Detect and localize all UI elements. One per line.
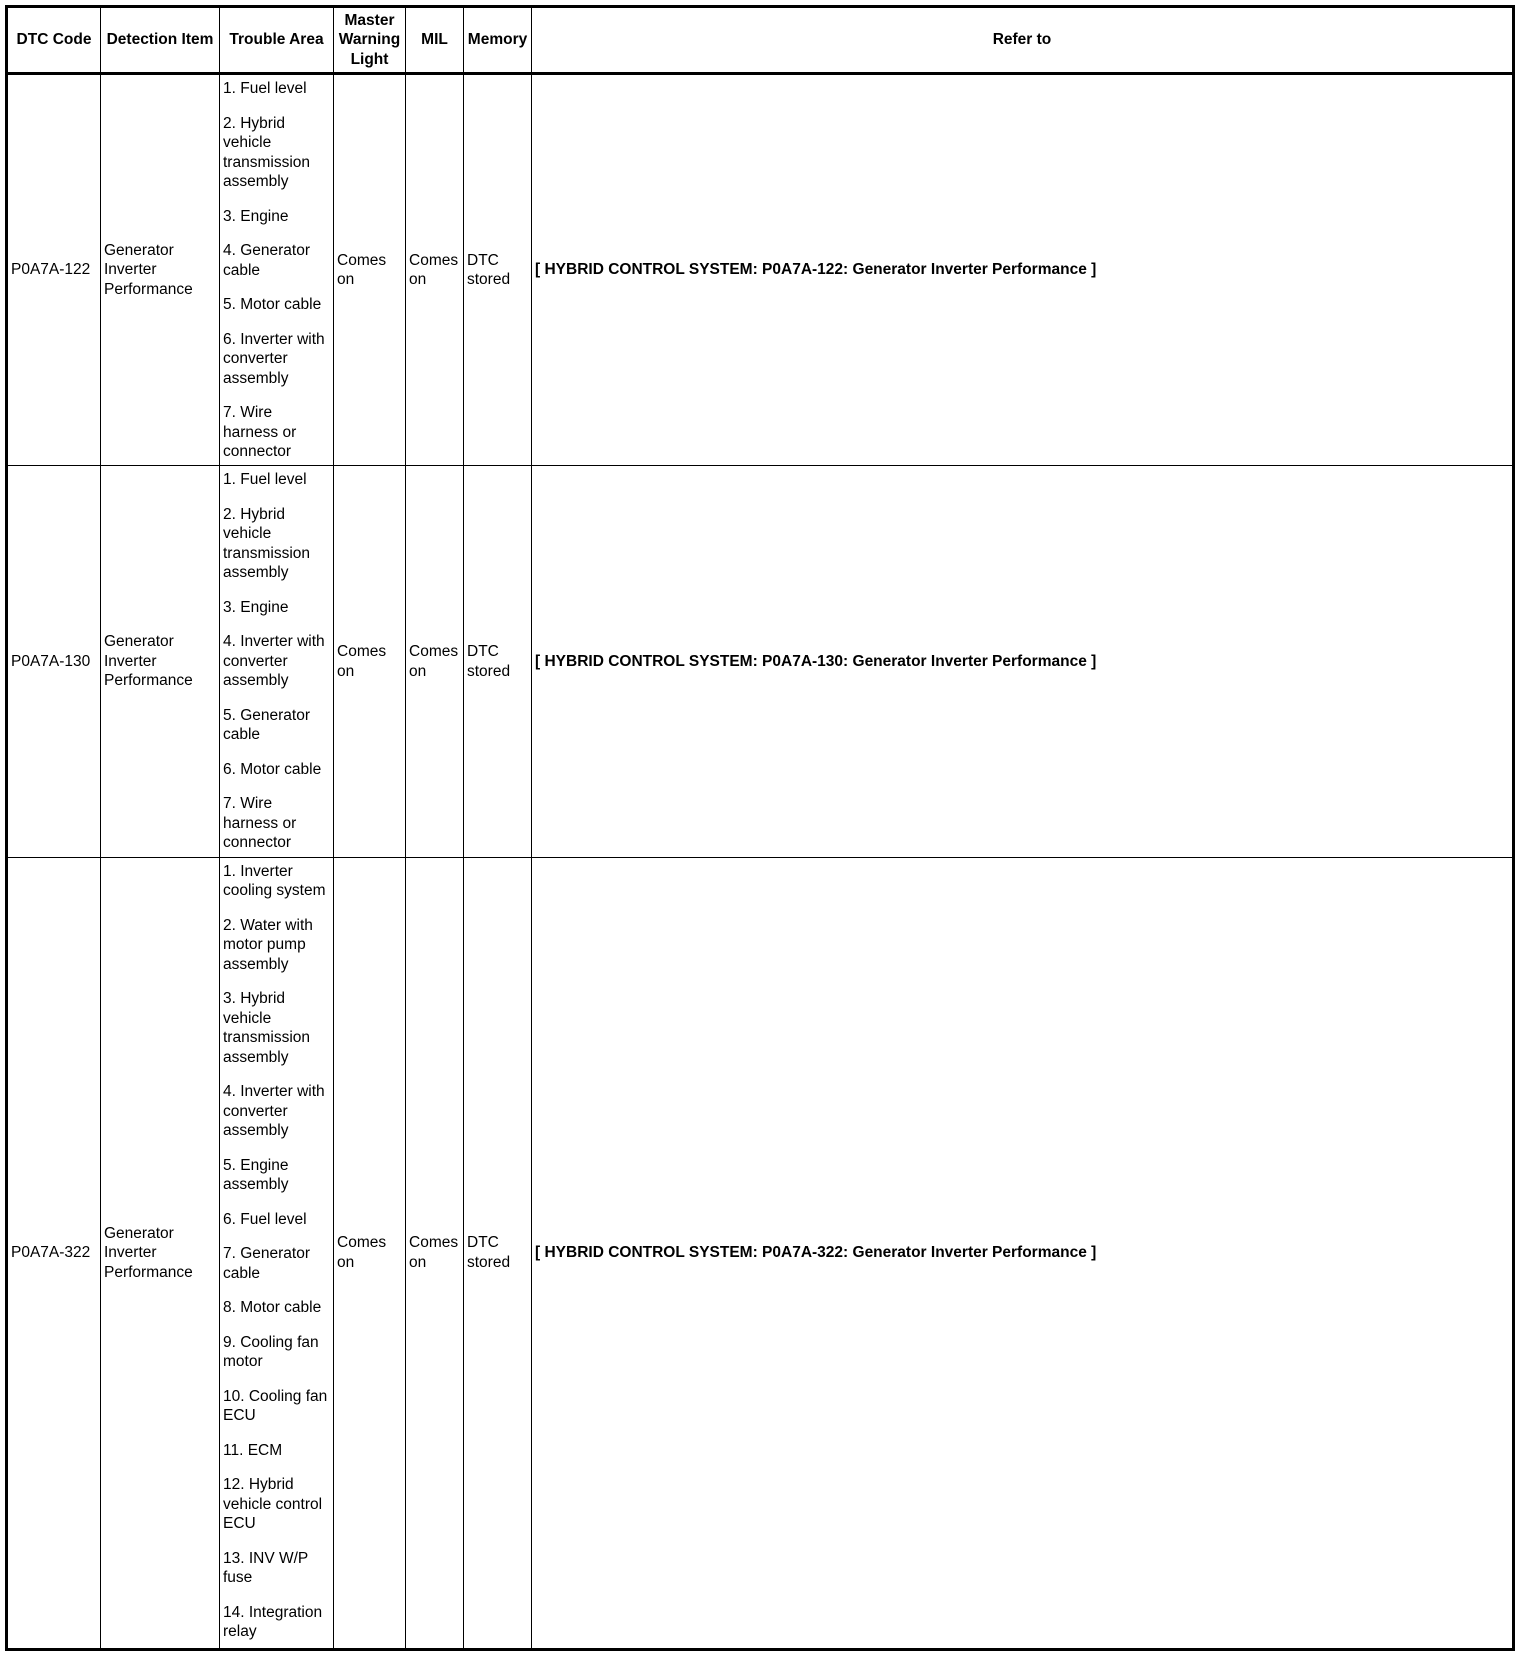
table-row	[7, 857, 1514, 1649]
refer-to-link[interactable]: [ HYBRID CONTROL SYSTEM: P0A7A-130: Generator Inverter Performance ]	[532, 466, 1514, 857]
mil-cell: Comes on	[406, 466, 464, 857]
memory-cell: DTC stored	[464, 466, 532, 857]
dtc-table-page	[5, 5, 1515, 1651]
trouble-area-item: 4. Generator cable	[223, 242, 311, 279]
trouble-area-item: 9. Cooling fan motor	[223, 1333, 319, 1371]
trouble-area-item: 7. Wire harness or connector	[223, 404, 297, 460]
table-row	[7, 466, 1514, 857]
header-refer-to: Refer to	[532, 7, 1514, 74]
header-master-warning-light: Master Warning Light	[334, 7, 406, 74]
trouble-area-item: 1. Fuel level	[223, 80, 307, 97]
dtc-table	[5, 5, 1515, 1651]
refer-to-link[interactable]: [ HYBRID CONTROL SYSTEM: P0A7A-122: Generator Inverter Performance ]	[532, 74, 1514, 466]
trouble-area-item: 2. Hybrid vehicle transmission assembly	[223, 114, 310, 190]
trouble-area-item: 13. INV W/P fuse	[223, 1549, 308, 1587]
dtc-code-cell: P0A7A-122	[7, 74, 101, 466]
trouble-area-item: 3. Engine	[223, 207, 289, 225]
memory-cell: DTC stored	[464, 857, 532, 1649]
trouble-area-item: 1. Inverter cooling system	[223, 862, 326, 900]
header-mil: MIL	[406, 7, 464, 74]
dtc-code-cell: P0A7A-322	[7, 857, 101, 1649]
trouble-area-item: 12. Hybrid vehicle control ECU	[223, 1476, 323, 1533]
trouble-area-item: 2. Water with motor pump assembly	[223, 916, 313, 973]
trouble-area-item: 5. Generator cable	[223, 706, 311, 744]
trouble-area-item: 8. Motor cable	[223, 1299, 322, 1317]
header-detection-item: Detection Item	[101, 7, 220, 74]
trouble-area-item: 3. Engine	[223, 598, 289, 616]
trouble-area-item: 6. Motor cable	[223, 760, 322, 778]
mil-cell: Comes on	[406, 857, 464, 1649]
header-trouble-area: Trouble Area	[220, 7, 334, 74]
trouble-area-item: 7. Wire harness or connector	[223, 795, 297, 852]
table-row	[7, 74, 1514, 466]
trouble-area-cell	[220, 857, 334, 1649]
master-warning-light-cell: Comes on	[334, 466, 406, 857]
header-memory: Memory	[464, 7, 532, 74]
table-header-row	[7, 7, 1514, 74]
memory-cell: DTC stored	[464, 74, 532, 466]
trouble-area-item: 14. Integration relay	[223, 1603, 323, 1641]
trouble-area-item: 4. Inverter with converter assembly	[223, 1083, 325, 1140]
dtc-code-cell: P0A7A-130	[7, 466, 101, 857]
trouble-area-item: 5. Engine assembly	[223, 1156, 289, 1194]
trouble-area-item: 6. Inverter with converter assembly	[223, 330, 325, 387]
detection-item-cell: Generator Inverter Performance	[101, 857, 220, 1649]
refer-to-link[interactable]: [ HYBRID CONTROL SYSTEM: P0A7A-322: Generator Inverter Performance ]	[532, 857, 1514, 1649]
table-body	[7, 74, 1514, 1650]
trouble-area-cell	[220, 74, 334, 466]
mil-cell: Comes on	[406, 74, 464, 466]
detection-item-cell: Generator Inverter Performance	[101, 74, 220, 466]
master-warning-light-cell: Comes on	[334, 857, 406, 1649]
trouble-area-cell	[220, 466, 334, 857]
trouble-area-item: 10. Cooling fan ECU	[223, 1387, 328, 1425]
trouble-area-item: 5. Motor cable	[223, 296, 322, 313]
master-warning-light-cell: Comes on	[334, 74, 406, 466]
trouble-area-item: 1. Fuel level	[223, 471, 307, 489]
header-dtc-code: DTC Code	[7, 7, 101, 74]
trouble-area-item: 7. Generator cable	[223, 1245, 311, 1282]
trouble-area-item: 2. Hybrid vehicle transmission assembly	[223, 505, 310, 582]
trouble-area-item: 3. Hybrid vehicle transmission assembly	[223, 990, 310, 1066]
trouble-area-item: 4. Inverter with converter assembly	[223, 633, 325, 690]
detection-item-cell: Generator Inverter Performance	[101, 466, 220, 857]
trouble-area-item: 11. ECM	[223, 1441, 283, 1459]
trouble-area-item: 6. Fuel level	[223, 1210, 307, 1228]
